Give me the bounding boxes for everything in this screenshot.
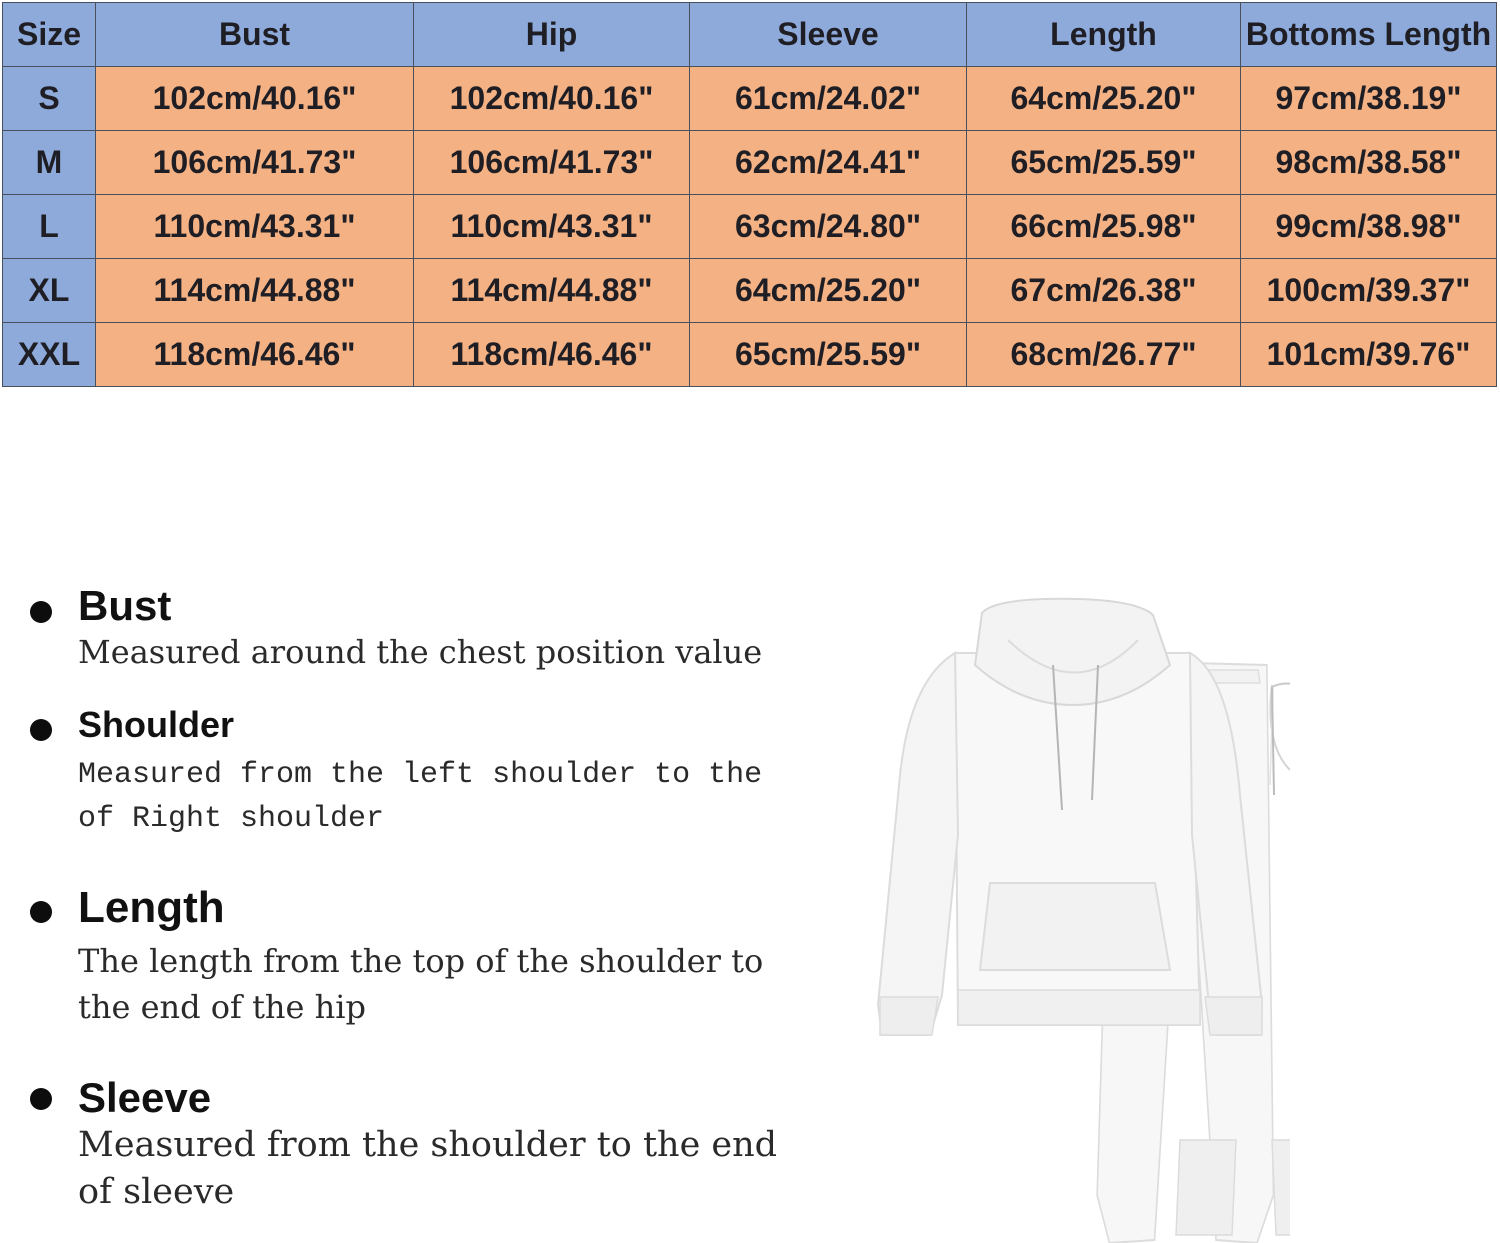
- guide-title-bust: Bust: [78, 582, 172, 629]
- bullet-dot-icon: [30, 719, 52, 741]
- sleeve-value: 61cm/24.02": [690, 67, 967, 131]
- sleeve-value: 64cm/25.20": [690, 259, 967, 323]
- bust-value: 118cm/46.46": [96, 323, 414, 387]
- guide-desc-shoulder: [78, 754, 762, 841]
- length-value: 68cm/26.77": [967, 323, 1241, 387]
- sleeve-value: 65cm/25.59": [690, 323, 967, 387]
- length-value: 65cm/25.59": [967, 131, 1241, 195]
- hip-value: 106cm/41.73": [414, 131, 690, 195]
- length-value: 66cm/25.98": [967, 195, 1241, 259]
- hip-value: 114cm/44.88": [414, 259, 690, 323]
- hip-value: 118cm/46.46": [414, 323, 690, 387]
- guide-desc-line: of sleeve: [78, 1172, 235, 1213]
- bottoms-length-value: 98cm/38.58": [1241, 131, 1497, 195]
- sleeve-value: 63cm/24.80": [690, 195, 967, 259]
- guide-desc-line: Measured around the chest position value: [78, 633, 763, 671]
- bullet-dot-icon: [30, 901, 52, 923]
- sleeve-value: 62cm/24.41": [690, 131, 967, 195]
- size-label: M: [3, 131, 96, 195]
- header-length: Length: [967, 3, 1241, 67]
- guide-title-length: Length: [78, 883, 225, 932]
- guide-desc-length: [78, 938, 763, 1031]
- guide-title-sleeve: Sleeve: [78, 1074, 212, 1121]
- guide-desc-line: the end of the hip: [78, 988, 366, 1027]
- guide-desc-line: Measured from the left shoulder to the: [78, 758, 763, 792]
- guide-desc-bust: [78, 630, 762, 675]
- bust-value: 110cm/43.31": [96, 195, 414, 259]
- bullet-dot-icon: [30, 1088, 52, 1110]
- size-label: XXL: [3, 323, 96, 387]
- length-value: 67cm/26.38": [967, 259, 1241, 323]
- bullet-dot-icon: [30, 601, 52, 623]
- header-size: Size: [3, 3, 96, 67]
- bust-value: 102cm/40.16": [96, 67, 414, 131]
- bust-value: 114cm/44.88": [96, 259, 414, 323]
- hip-value: 102cm/40.16": [414, 67, 690, 131]
- hip-value: 110cm/43.31": [414, 195, 690, 259]
- size-label: L: [3, 195, 96, 259]
- guide-desc-line: The length from the top of the shoulder to: [78, 942, 764, 980]
- header-hip: Hip: [414, 3, 690, 67]
- length-value: 64cm/25.20": [967, 67, 1241, 131]
- guide-desc-sleeve: [78, 1122, 777, 1217]
- guide-title-shoulder: Shoulder: [78, 704, 235, 745]
- bust-value: 106cm/41.73": [96, 131, 414, 195]
- bottoms-length-value: 100cm/39.37": [1241, 259, 1497, 323]
- guide-desc-line: of Right shoulder: [78, 801, 385, 836]
- bottoms-length-value: 101cm/39.76": [1241, 323, 1497, 387]
- header-bust: Bust: [96, 3, 414, 67]
- size-label: XL: [3, 259, 96, 323]
- bottoms-length-value: 99cm/38.98": [1241, 195, 1497, 259]
- bottoms-length-value: 97cm/38.19": [1241, 67, 1497, 131]
- guide-desc-line: Measured from the shoulder to the end: [78, 1125, 778, 1165]
- tracksuit-illustration: [870, 595, 1290, 1243]
- header-bottoms-length: Bottoms Length: [1241, 3, 1497, 67]
- size-label: S: [3, 67, 96, 131]
- header-sleeve: Sleeve: [690, 3, 967, 67]
